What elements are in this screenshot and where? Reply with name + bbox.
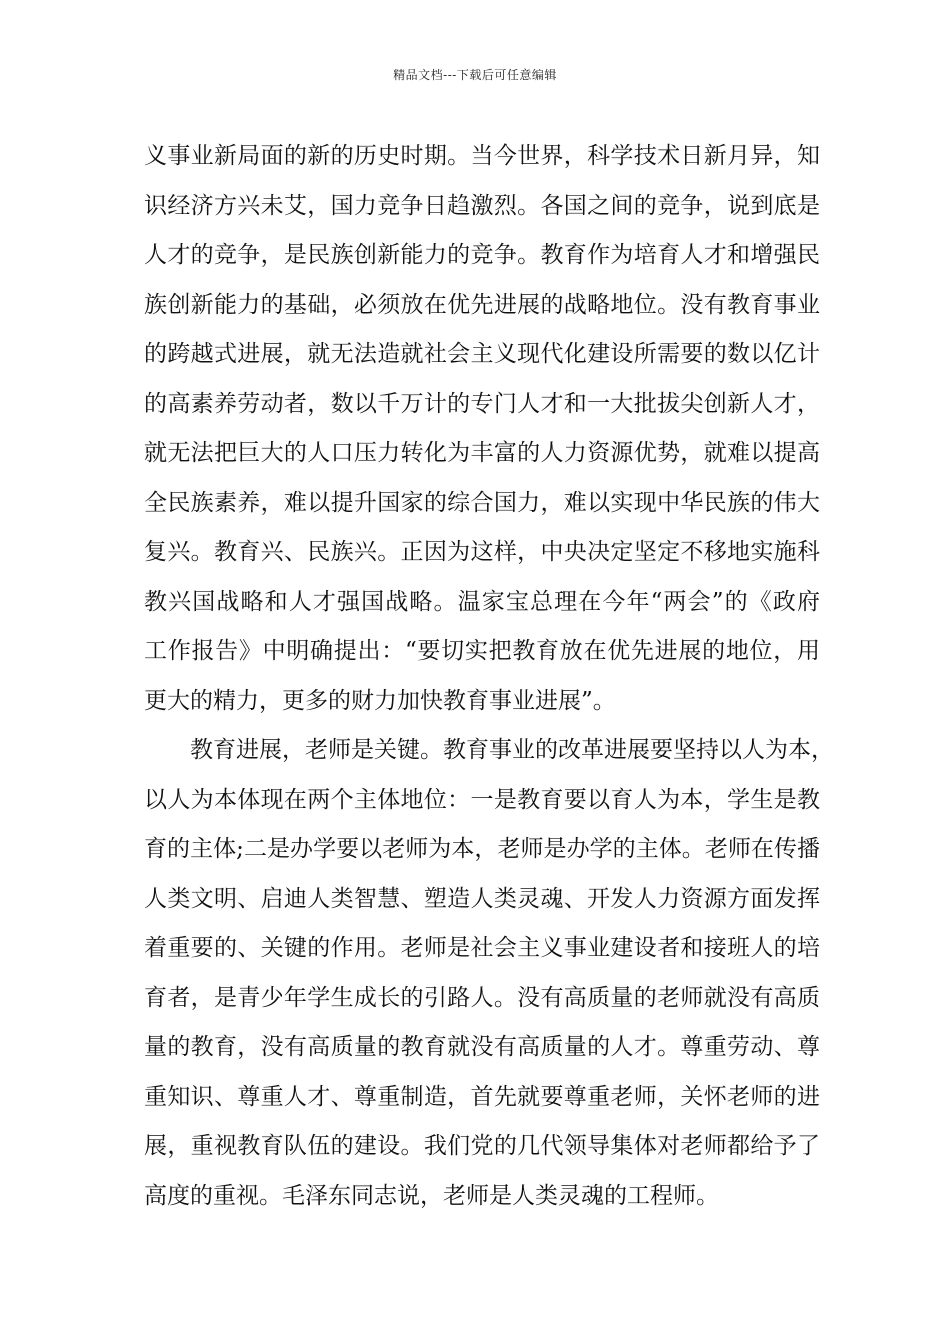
text-line: 量的教育，没有高质量的教育就没有高质量的人才。尊重劳动、尊	[144, 1034, 820, 1060]
text-line: 的高素养劳动者，数以千万计的专门人才和一大批拔尖创新人才，	[144, 390, 820, 417]
text-line: 展，重视教育队伍的建设。我们党的几代领导集体对老师都给予了	[144, 1133, 820, 1159]
page-header: 精品文档---下载后可任意编辑	[393, 68, 557, 82]
text-line: 义事业新局面的新的历史时期。当今世界，科学技术日新月异，知	[144, 143, 820, 169]
text-line: 识经济方兴未艾，国力竞争日趋激烈。各国之间的竞争，说到底是	[144, 192, 820, 219]
text-line: 全民族素养，难以提升国家的综合国力，难以实现中华民族的伟大	[144, 489, 820, 516]
text-line: 更大的精力，更多的财力加快教育事业进展”。	[144, 687, 616, 714]
document-body	[144, 132, 834, 1221]
text-line: 人才的竞争，是民族创新能力的竞争。教育作为培育人才和增强民	[144, 242, 820, 268]
paragraph-1	[144, 132, 820, 726]
text-line: 育的主体;二是办学要以老师为本，老师是办学的主体。老师在传播	[144, 836, 820, 862]
text-line: 工作报告》中明确提出：“要切实把教育放在优先进展的地位，用	[144, 638, 820, 664]
text-line: 重知识、尊重人才、尊重制造，首先就要尊重老师，关怀老师的进	[144, 1083, 820, 1110]
text-line: 复兴。教育兴、民族兴。正因为这样，中央决定坚定不移地实施科	[144, 539, 820, 565]
text-line: 的跨越式进展，就无法造就社会主义现代化建设所需要的数以亿计	[144, 341, 820, 367]
text-line: 高度的重视。毛泽东同志说，老师是人类灵魂的工程师。	[144, 1182, 719, 1209]
text-line: 人类文明、启迪人类智慧、塑造人类灵魂、开发人力资源方面发挥	[144, 885, 820, 912]
paragraph-2	[144, 726, 834, 1221]
text-line: 就无法把巨大的人口压力转化为丰富的人力资源优势，就难以提高	[144, 440, 820, 466]
text-line: 着重要的、关键的作用。老师是社会主义事业建设者和接班人的培	[144, 935, 820, 961]
text-line: 育者，是青少年学生成长的引路人。没有高质量的老师就没有高质	[144, 984, 820, 1011]
text-line: 教育进展，老师是关键。教育事业的改革进展要坚持以人为本，	[190, 737, 834, 763]
text-line: 族创新能力的基础，必须放在优先进展的战略地位。没有教育事业	[144, 291, 820, 318]
text-line: 以人为本体现在两个主体地位：一是教育要以育人为本，学生是教	[144, 786, 820, 813]
text-line: 教兴国战略和人才强国战略。温家宝总理在今年“两会”的《政府	[144, 588, 820, 615]
